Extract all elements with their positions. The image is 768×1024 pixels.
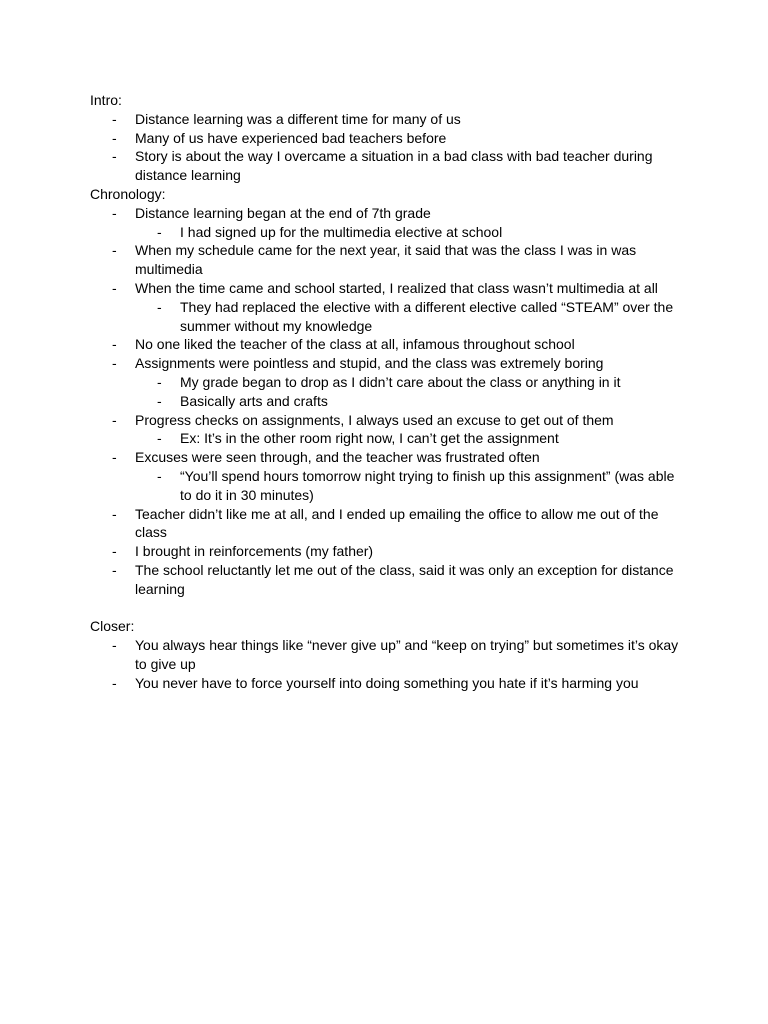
bullet-item — [90, 542, 680, 561]
bullet-dash: - — [157, 223, 162, 240]
bullet-dash: - — [112, 204, 117, 221]
bullet-text: You never have to force yourself into doing something you hate if it’s harming you — [135, 674, 639, 691]
bullet-item — [90, 147, 680, 185]
bullet-item — [90, 241, 680, 279]
bullet-dash: - — [157, 298, 162, 315]
bullet-item — [90, 411, 680, 430]
sub-bullet-item — [90, 392, 680, 411]
bullet-dash: - — [112, 279, 117, 296]
bullet-dash: - — [157, 392, 162, 409]
bullet-text: No one liked the teacher of the class at all, infamous throughout school — [135, 336, 575, 353]
bullet-item — [90, 448, 680, 467]
bullet-dash: - — [157, 373, 162, 390]
bullet-text: Assignments were pointless and stupid, and the class was extremely boring — [135, 355, 604, 372]
bullet-dash: - — [112, 674, 117, 691]
bullet-item — [90, 354, 680, 373]
bullet-text: They had replaced the elective with a different elective called “STEAM” over the summer without my knowledge — [180, 298, 674, 334]
sub-bullet-item — [90, 298, 680, 336]
bullet-text: Many of us have experienced bad teachers before — [135, 129, 447, 146]
bullet-text: When my schedule came for the next year, it said that was the class I was in was multimedia — [135, 242, 637, 278]
bullet-dash: - — [112, 148, 117, 165]
bullet-item — [90, 335, 680, 354]
bullet-dash: - — [112, 242, 117, 259]
document-body — [90, 91, 680, 693]
outline-section — [90, 599, 680, 693]
bullet-dash: - — [157, 467, 162, 484]
bullet-text: Ex: It’s in the other room right now, I can’t get the assignment — [180, 430, 559, 447]
outline-section — [90, 91, 680, 185]
bullet-text: “You’ll spend hours tomorrow night trying to finish up this assignment” (was able to do it in 30 minutes) — [180, 467, 675, 503]
bullet-text: Distance learning began at the end of 7th grade — [135, 204, 431, 221]
bullet-text: Progress checks on assignments, I always used an excuse to get out of them — [135, 411, 614, 428]
sub-bullet-item — [90, 373, 680, 392]
bullet-dash: - — [157, 430, 162, 447]
bullet-dash: - — [112, 449, 117, 466]
bullet-text: Teacher didn’t like me at all, and I ended up emailing the office to allow me out of the class — [135, 505, 659, 541]
bullet-item — [90, 204, 680, 223]
sub-bullet-item — [90, 223, 680, 242]
section-heading: Chronology: — [90, 185, 166, 202]
bullet-text: Distance learning was a different time for many of us — [135, 110, 461, 127]
bullet-item — [90, 505, 680, 543]
bullet-dash: - — [112, 543, 117, 560]
bullet-item — [90, 129, 680, 148]
bullet-item — [90, 279, 680, 298]
bullet-dash: - — [112, 505, 117, 522]
bullet-text: Basically arts and crafts — [180, 392, 328, 409]
bullet-item — [90, 636, 680, 674]
bullet-text: I brought in reinforcements (my father) — [135, 543, 374, 560]
bullet-text: I had signed up for the multimedia elective at school — [180, 223, 503, 240]
bullet-text: My grade began to drop as I didn’t care about the class or anything in it — [180, 373, 621, 390]
bullet-item — [90, 561, 680, 599]
bullet-dash: - — [112, 561, 117, 578]
bullet-text: You always hear things like “never give up” and “keep on trying” but sometimes it’s okay to give up — [135, 637, 679, 672]
section-heading: Intro: — [90, 92, 122, 108]
bullet-text: Excuses were seen through, and the teacher was frustrated often — [135, 449, 540, 466]
bullet-text: The school reluctantly let me out of the class, said it was only an exception for distance learning — [135, 561, 674, 597]
bullet-text: Story is about the way I overcame a situation in a bad class with bad teacher during distance learning — [135, 148, 653, 184]
bullet-dash: - — [112, 110, 117, 127]
bullet-dash: - — [112, 336, 117, 353]
bullet-dash: - — [112, 637, 117, 654]
bullet-text: When the time came and school started, I realized that class wasn’t multimedia at all — [135, 279, 658, 296]
bullet-dash: - — [112, 355, 117, 372]
bullet-item — [90, 110, 680, 129]
bullet-dash: - — [112, 411, 117, 428]
blank-line — [90, 599, 680, 618]
bullet-item — [90, 674, 680, 693]
outline-section — [90, 185, 680, 599]
bullet-dash: - — [112, 129, 117, 146]
sub-bullet-item — [90, 429, 680, 448]
section-heading: Closer: — [90, 618, 135, 635]
sub-bullet-item — [90, 467, 680, 505]
